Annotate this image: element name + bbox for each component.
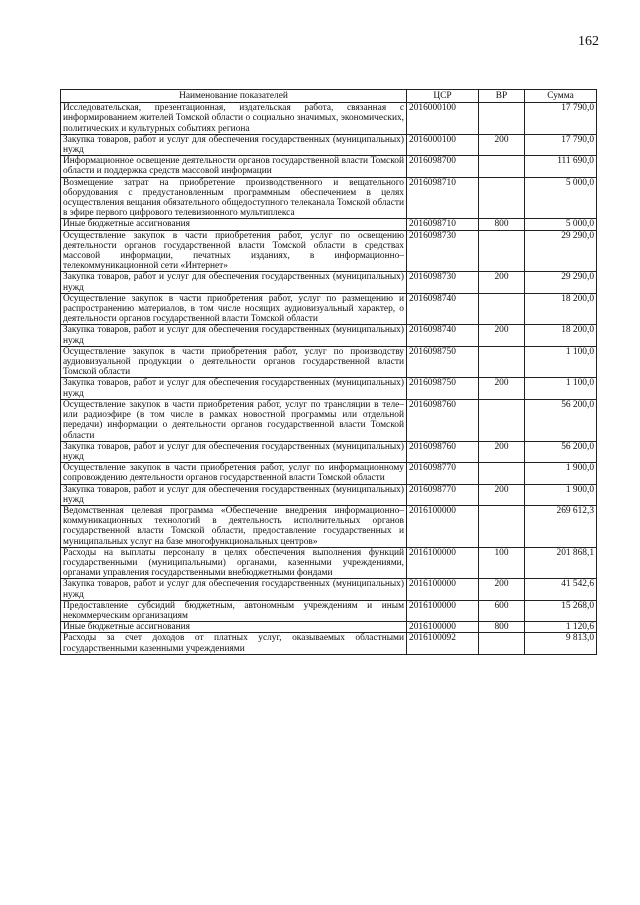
row-csr: 2016098750	[407, 346, 479, 378]
row-name: Осуществление закупок в части приобретения работ, услуг по трансляции в теле– или радиоэфире (в том числе в рамках новостной программы или отдельной передачи) информации о деятельности органов государственной власти Томской области	[61, 399, 407, 441]
table-row	[61, 579, 597, 600]
row-vr	[479, 505, 525, 547]
row-name: Иные бюджетные ассигнования	[61, 622, 407, 633]
row-csr: 2016100000	[407, 505, 479, 547]
row-csr: 2016100000	[407, 579, 479, 600]
row-name: Возмещение затрат на приобретение производственного и вещательного оборудования с предустановленным программным обеспечением в целях осуществления вещания обязательного общедоступного телеканала Томской области в эфире первого цифрового телевизионного мультиплекса	[61, 177, 407, 219]
row-name: Расходы за счет доходов от платных услуг, оказываемых областными государственными казенными учреждениями	[61, 633, 407, 654]
row-name: Закупка товаров, работ и услуг для обеспечения государственных (муниципальных) нужд	[61, 134, 407, 155]
row-vr: 200	[479, 441, 525, 462]
row-name: Закупка товаров, работ и услуг для обеспечения государственных (муниципальных) нужд	[61, 272, 407, 293]
table-row	[61, 622, 597, 633]
table-row	[61, 633, 597, 654]
row-vr	[479, 156, 525, 177]
row-vr	[479, 399, 525, 441]
table-row	[61, 547, 597, 579]
row-csr: 2016098770	[407, 463, 479, 484]
budget-table	[60, 89, 597, 655]
table-row	[61, 219, 597, 230]
row-sum: 15 268,0	[525, 600, 597, 621]
table-row	[61, 272, 597, 293]
row-vr	[479, 633, 525, 654]
row-sum: 1 100,0	[525, 378, 597, 399]
table-row	[61, 600, 597, 621]
row-name: Закупка товаров, работ и услуг для обеспечения государственных (муниципальных) нужд	[61, 579, 407, 600]
row-name: Закупка товаров, работ и услуг для обеспечения государственных (муниципальных) нужд	[61, 441, 407, 462]
row-sum: 17 790,0	[525, 103, 597, 135]
row-vr: 800	[479, 219, 525, 230]
row-sum: 17 790,0	[525, 134, 597, 155]
row-name: Осуществление закупок в части приобретения работ, услуг по производству аудиовизуальной продукции о деятельности органов государственной власти Томской области	[61, 346, 407, 378]
row-vr: 200	[479, 378, 525, 399]
row-name: Осуществление закупок в части приобретения работ, услуг по информационному сопровождению деятельности органов государственной власти Томской области	[61, 463, 407, 484]
row-sum: 41 542,6	[525, 579, 597, 600]
row-sum: 111 690,0	[525, 156, 597, 177]
row-csr: 2016098730	[407, 230, 479, 272]
row-csr: 2016100000	[407, 600, 479, 621]
row-sum: 1 100,0	[525, 346, 597, 378]
row-sum: 1 900,0	[525, 484, 597, 505]
row-sum: 18 200,0	[525, 325, 597, 346]
row-vr: 200	[479, 134, 525, 155]
row-csr: 2016098710	[407, 177, 479, 219]
row-vr	[479, 177, 525, 219]
row-name: Ведомственная целевая программа «Обеспечение внедрения информационно–коммуникационных технологий в деятельность исполнительных органов государственной власти Томской области, предоставление государственных и муниципальных услуг на базе многофункциональных центров»	[61, 505, 407, 547]
row-name: Иные бюджетные ассигнования	[61, 219, 407, 230]
table-row	[61, 346, 597, 378]
row-csr: 2016098700	[407, 156, 479, 177]
row-vr: 200	[479, 325, 525, 346]
row-vr: 100	[479, 547, 525, 579]
row-csr: 2016100000	[407, 547, 479, 579]
row-csr: 2016100092	[407, 633, 479, 654]
row-sum: 9 813,0	[525, 633, 597, 654]
page-number: 162	[578, 34, 599, 49]
row-name: Информационное освещение деятельности органов государственной власти Томской области и поддержка средств массовой информации	[61, 156, 407, 177]
row-vr	[479, 463, 525, 484]
table-row	[61, 441, 597, 462]
row-vr: 800	[479, 622, 525, 633]
row-csr: 2016000100	[407, 103, 479, 135]
row-csr: 2016098760	[407, 441, 479, 462]
row-sum: 29 290,0	[525, 230, 597, 272]
table-row	[61, 505, 597, 547]
row-csr: 2016098760	[407, 399, 479, 441]
row-sum: 1 900,0	[525, 463, 597, 484]
row-vr: 200	[479, 579, 525, 600]
row-sum: 56 200,0	[525, 441, 597, 462]
row-sum: 56 200,0	[525, 399, 597, 441]
row-sum: 269 612,3	[525, 505, 597, 547]
table-body	[61, 103, 597, 655]
row-csr: 2016098770	[407, 484, 479, 505]
row-csr: 2016000100	[407, 134, 479, 155]
row-vr	[479, 293, 525, 325]
table-row	[61, 399, 597, 441]
row-vr	[479, 230, 525, 272]
header-csr: ЦСР	[407, 90, 479, 103]
row-csr: 2016098740	[407, 293, 479, 325]
row-csr: 2016098710	[407, 219, 479, 230]
row-name: Закупка товаров, работ и услуг для обеспечения государственных (муниципальных) нужд	[61, 325, 407, 346]
row-sum: 5 000,0	[525, 177, 597, 219]
row-csr: 2016098730	[407, 272, 479, 293]
row-vr: 200	[479, 272, 525, 293]
table-row	[61, 156, 597, 177]
row-sum: 1 120,6	[525, 622, 597, 633]
row-sum: 201 868,1	[525, 547, 597, 579]
row-sum: 18 200,0	[525, 293, 597, 325]
header-vr: ВР	[479, 90, 525, 103]
table-row	[61, 484, 597, 505]
row-csr: 2016098750	[407, 378, 479, 399]
row-name: Осуществление закупок в части приобретения работ, услуг по освещению деятельности органов государственной власти Томской области в средствах массовой информации, печатных изданиях, в информационно–телекоммуникационной сети «Интернет»	[61, 230, 407, 272]
table-row	[61, 177, 597, 219]
row-name: Осуществление закупок в части приобретения работ, услуг по размещению и распространению материалов, в том числе носящих аудиовизуальный характер, о деятельности органов государственной власти Томской области	[61, 293, 407, 325]
row-csr: 2016100000	[407, 622, 479, 633]
row-name: Закупка товаров, работ и услуг для обеспечения государственных (муниципальных) нужд	[61, 484, 407, 505]
row-name: Предоставление субсидий бюджетным, автономным учреждениям и иным некоммерческим организациям	[61, 600, 407, 621]
row-sum: 29 290,0	[525, 272, 597, 293]
row-vr: 600	[479, 600, 525, 621]
table-row	[61, 230, 597, 272]
table-row	[61, 103, 597, 135]
table-row	[61, 293, 597, 325]
header-sum: Сумма	[525, 90, 597, 103]
row-vr	[479, 103, 525, 135]
row-vr: 200	[479, 484, 525, 505]
row-vr	[479, 346, 525, 378]
table-row	[61, 378, 597, 399]
row-name: Закупка товаров, работ и услуг для обеспечения государственных (муниципальных) нужд	[61, 378, 407, 399]
table-row	[61, 325, 597, 346]
table-header-row	[61, 90, 597, 103]
row-name: Исследовательская, презентационная, издательская работа, связанная с информированием жителей Томской области о социально значимых, экономических, политических и культурных событиях региона	[61, 103, 407, 135]
row-name: Расходы на выплаты персоналу в целях обеспечения выполнения функций государственными (муниципальными) органами, казенными учреждениями, органами управления государственными внебюджетными фондами	[61, 547, 407, 579]
row-csr: 2016098740	[407, 325, 479, 346]
table-row	[61, 134, 597, 155]
row-sum: 5 000,0	[525, 219, 597, 230]
header-name: Наименование показателей	[61, 90, 407, 103]
table-row	[61, 463, 597, 484]
